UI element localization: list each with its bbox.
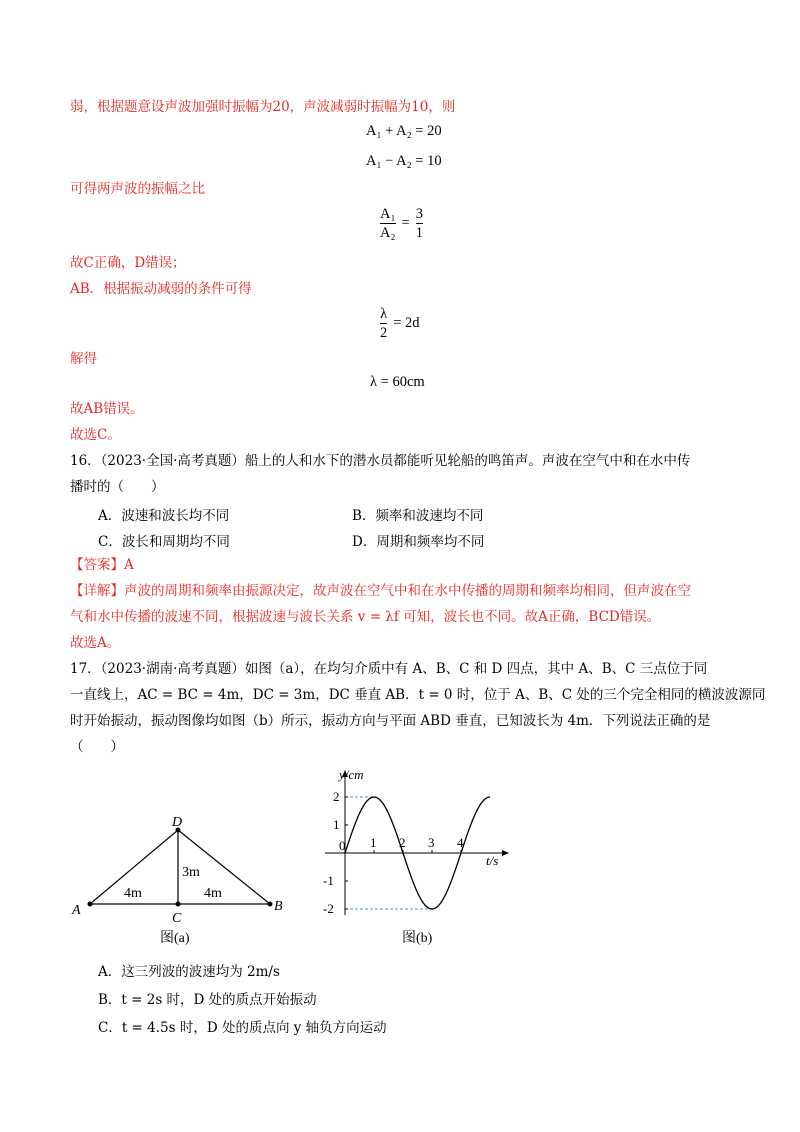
solution-line-7: 故选C。 — [70, 427, 121, 443]
solution-line-2: 可得两声波的振幅之比 — [70, 181, 205, 197]
q16-stem-line-1: 16．（2023·全国·高考真题）船上的人和水下的潜水员都能听见轮船的鸣笛声。声波在空气中和在水中传 — [70, 453, 691, 469]
q16-option-c: C．波长和周期均不同 — [98, 534, 230, 550]
figure-b-chart — [310, 765, 510, 950]
equation-sum: A₁ + A₂ = 20 — [366, 123, 442, 139]
x-axis-arrow — [502, 850, 509, 856]
y-axis-label: y/cm — [339, 767, 364, 782]
q17-option-c: C．t = 4.5s 时，D 处的质点向 y 轴负方向运动 — [98, 1020, 387, 1036]
equation-diff: A₁ − A₂ = 10 — [366, 153, 442, 169]
q16-option-b: B．频率和波速均不同 — [352, 508, 484, 524]
point-c — [176, 902, 181, 907]
q16-detail-line-1: 【详解】声波的周期和频率由振源决定，故声波在空气中和在水中传播的周期和频率均相同，但声波在空 — [70, 583, 691, 599]
q16-option-a: A．波速和波长均不同 — [98, 508, 230, 524]
x-tick-label-1: 1 — [370, 835, 377, 850]
q16-detail-line-2: 气和水中传播的波速不同，根据波速与波长关系 v = λf 可知，波长也不同。故A正确，BCD错误。 — [70, 609, 661, 625]
q16-answer: 【答案】A — [70, 557, 134, 573]
label-dc-length: 3m — [182, 865, 200, 880]
q17-option-a: A．这三列波的波速均为 2m/s — [98, 964, 280, 980]
q17-option-b: B．t = 2s 时，D 处的质点开始振动 — [98, 992, 317, 1008]
solution-line-6: 故AB错误。 — [70, 401, 144, 417]
q16-stem-line-2: 播时的（ ） — [70, 479, 165, 495]
point-b — [268, 902, 273, 907]
label-a: A — [72, 903, 81, 918]
y-tick-label-2: 2 — [333, 789, 340, 804]
q17-stem-line-2: 一直线上，AC = BC = 4m，DC = 3m，DC 垂直 AB．t = 0 时，位于 A、B、C 处的三个完全相同的横波波源同 — [70, 687, 766, 703]
label-d: D — [172, 815, 183, 830]
y-tick-label--1: -1 — [323, 873, 334, 888]
x-tick-label-3: 3 — [428, 835, 435, 850]
q17-stem-line-1: 17．（2023·湖南·高考真题）如图（a），在均匀介质中有 A、B、C 和 D 四点，其中 A、B、C 三点位于同 — [70, 661, 708, 677]
label-c: C — [172, 911, 182, 926]
half-wl-rhs: = 2d — [393, 315, 420, 331]
q17-stem-line-4: （ ） — [70, 739, 124, 755]
y-tick-label--2: -2 — [323, 901, 334, 916]
q17-stem-line-3: 时开始振动，振动图像均如图（b）所示，振动方向与平面 ABD 垂直，已知波长为 4m．下列说法正确的是 — [70, 713, 711, 729]
x-tick-label-4: 4 — [457, 835, 464, 850]
ratio-equals: = — [401, 215, 410, 231]
label-b: B — [274, 899, 283, 914]
half-wl-denominator: 2 — [380, 325, 388, 341]
ratio-numerator: A₁ — [380, 206, 396, 222]
solution-line-4: AB．根据振动减弱的条件可得 — [70, 281, 252, 297]
ratio-denominator: A₂ — [380, 225, 396, 241]
label-cb-length: 4m — [204, 886, 222, 901]
figure-a-triangle — [60, 800, 300, 950]
label-ac-length: 4m — [124, 886, 142, 901]
figure-b-caption: 图(b) — [402, 931, 433, 946]
equation-wavelength: λ = 60cm — [370, 374, 425, 390]
figure-a-caption: 图(a) — [160, 931, 190, 946]
y-tick-label-1: 1 — [333, 817, 340, 832]
ratio-value-denominator: 1 — [415, 225, 423, 241]
equation-half-wavelength — [380, 306, 420, 341]
origin-label: 0 — [339, 838, 346, 853]
solution-line-5: 解得 — [70, 351, 97, 367]
q16-option-d: D．周期和频率均不同 — [352, 534, 485, 550]
equation-ratio — [380, 206, 423, 241]
solution-line-3: 故C正确，D错误； — [70, 255, 186, 271]
point-a — [88, 902, 93, 907]
solution-line-1: 弱，根据题意设声波加强时振幅为20，声波减弱时振幅为10，则 — [70, 99, 456, 115]
ratio-value-numerator: 3 — [415, 206, 423, 222]
q16-final: 故选A。 — [70, 635, 121, 651]
half-wl-numerator: λ — [380, 306, 388, 322]
x-tick-label-2: 2 — [399, 835, 406, 850]
x-axis-label: t/s — [486, 853, 499, 868]
